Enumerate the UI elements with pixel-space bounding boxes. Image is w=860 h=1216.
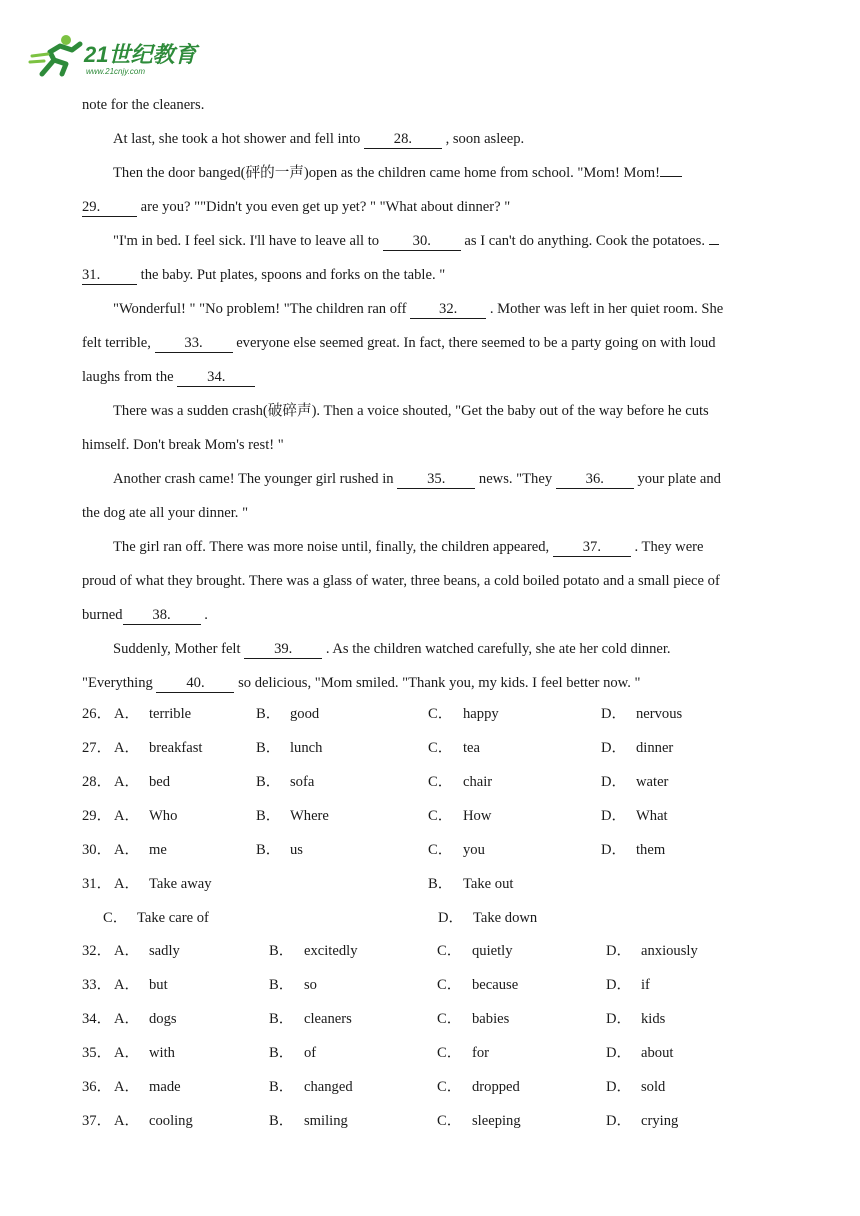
option-c[interactable]: because — [472, 977, 519, 993]
option-a[interactable]: terrible — [149, 706, 192, 722]
option-c[interactable]: happy — [463, 706, 499, 722]
option-b[interactable]: so — [304, 977, 317, 993]
option-d[interactable]: about — [641, 1045, 674, 1061]
option-b[interactable]: Where — [290, 808, 329, 824]
blank-38: 38. — [123, 608, 201, 625]
option-a[interactable]: Take away — [149, 876, 212, 892]
option-c[interactable]: tea — [463, 740, 481, 756]
option-a[interactable]: me — [149, 842, 167, 858]
option-b[interactable]: cleaners — [304, 1011, 352, 1027]
passage-paragraph-5-line-1: There was a sudden crash(破碎声). Then a voice shouted, "Get the baby out of the way before he cuts — [113, 403, 709, 419]
option-b[interactable]: Take out — [463, 876, 514, 892]
blank-39: 39. — [244, 642, 322, 659]
logo-runner-icon — [28, 30, 218, 80]
option-a[interactable]: with — [149, 1045, 175, 1061]
option-c[interactable]: for — [472, 1045, 490, 1061]
passage-paragraph-4-line-3: laughs from the 34. — [82, 360, 780, 394]
option-b[interactable]: excitedly — [304, 943, 358, 959]
blank-30: 30. — [383, 234, 461, 251]
option-b[interactable]: good — [290, 706, 320, 722]
option-d[interactable]: crying — [641, 1113, 679, 1129]
passage-paragraph-4-line-1: "Wonderful! " "No problem! "The children ran off 32. . Mother was left in her quiet room. She — [113, 301, 724, 317]
passage-paragraph-1: At last, she took a hot shower and fell into 28. , soon asleep. — [113, 131, 525, 147]
logo-brand-text: 21世纪教育 — [84, 42, 197, 67]
blank-32: 32. — [410, 302, 486, 319]
blank-40: 40. — [156, 676, 234, 693]
option-a[interactable]: bed — [149, 774, 171, 790]
option-d[interactable]: water — [636, 774, 669, 790]
option-d[interactable]: if — [641, 977, 650, 993]
option-d[interactable]: kids — [641, 1011, 666, 1027]
blank-36: 36. — [556, 472, 634, 489]
passage-paragraph-5-line-2: himself. Don't break Mom's rest! " — [82, 437, 284, 453]
blank-33: 33. — [155, 336, 233, 353]
passage-paragraph-7-line-3: burned 38. . — [82, 607, 208, 623]
option-c[interactable]: dropped — [472, 1079, 520, 1095]
option-a[interactable]: cooling — [149, 1113, 193, 1129]
blank-29: 29. — [82, 200, 137, 217]
option-d[interactable]: nervous — [636, 706, 683, 722]
logo-url-text: www.21cnjy.com — [86, 67, 145, 76]
option-a[interactable]: dogs — [149, 1011, 177, 1027]
passage-paragraph-7-line-1: The girl ran off. There was more noise until, finally, the children appeared, 37. . They were — [113, 539, 704, 555]
passage-line-0: note for the cleaners. — [82, 97, 205, 113]
passage-paragraph-4-line-2: felt terrible, 33. everyone else seemed great. In fact, there seemed to be a party going on with loud — [82, 335, 716, 351]
passage-paragraph-6-line-2: the dog ate all your dinner. " — [82, 505, 249, 521]
passage-paragraph-2-line-2: 29. are you? ""Didn't you even get up yet? " "What about dinner? " — [82, 199, 511, 215]
option-b[interactable]: us — [290, 842, 303, 858]
option-c[interactable]: you — [463, 842, 485, 858]
option-d[interactable]: Take down — [473, 910, 538, 926]
blank-35: 35. — [397, 472, 475, 489]
option-d[interactable]: anxiously — [641, 943, 698, 959]
option-c[interactable]: sleeping — [472, 1113, 521, 1129]
blank-34: 34. — [177, 370, 255, 387]
option-a[interactable]: sadly — [149, 943, 180, 959]
passage-paragraph-2-line-1: Then the door banged(砰的一声)open as the children came home from school. "Mom! Mom! — [82, 156, 780, 190]
option-c[interactable]: quietly — [472, 943, 513, 959]
option-a[interactable]: made — [149, 1079, 181, 1095]
passage-paragraph-8-line-2: "Everything 40. so delicious, "Mom smiled. "Thank you, my kids. I feel better now. " — [82, 675, 641, 691]
option-b[interactable]: lunch — [290, 740, 323, 756]
option-c[interactable]: Take care of — [137, 910, 209, 926]
logo — [28, 30, 218, 80]
option-a[interactable]: breakfast — [149, 740, 203, 756]
option-b[interactable]: of — [304, 1045, 317, 1061]
blank-37: 37. — [553, 540, 631, 557]
option-b[interactable]: sofa — [290, 774, 315, 790]
option-c[interactable]: babies — [472, 1011, 510, 1027]
option-d[interactable]: them — [636, 842, 666, 858]
blank-28: 28. — [364, 132, 442, 149]
passage-paragraph-8-line-1: Suddenly, Mother felt 39. . As the children watched carefully, she ate her cold dinner. — [113, 641, 671, 657]
passage-paragraph-7-line-2: proud of what they brought. There was a glass of water, three beans, a cold boiled potato and a small piece of — [82, 573, 720, 589]
option-c[interactable]: chair — [463, 774, 493, 790]
option-b[interactable]: changed — [304, 1079, 353, 1095]
option-a[interactable]: but — [149, 977, 168, 993]
blank-31: 31. — [82, 268, 137, 285]
option-d[interactable]: sold — [641, 1079, 666, 1095]
option-c[interactable]: How — [463, 808, 492, 824]
option-d[interactable]: dinner — [636, 740, 674, 756]
option-b[interactable]: smiling — [304, 1113, 348, 1129]
option-a[interactable]: Who — [149, 808, 178, 824]
option-d[interactable]: What — [636, 808, 668, 824]
passage-paragraph-3-line-1: "I'm in bed. I feel sick. I'll have to leave all to 30. as I can't do anything. Cook the potatoes. — [82, 224, 780, 258]
passage-paragraph-3-line-2: 31. the baby. Put plates, spoons and forks on the table. " — [82, 267, 446, 283]
passage-paragraph-6-line-1: Another crash came! The younger girl rushed in 35. news. "They 36. your plate and — [113, 471, 721, 487]
